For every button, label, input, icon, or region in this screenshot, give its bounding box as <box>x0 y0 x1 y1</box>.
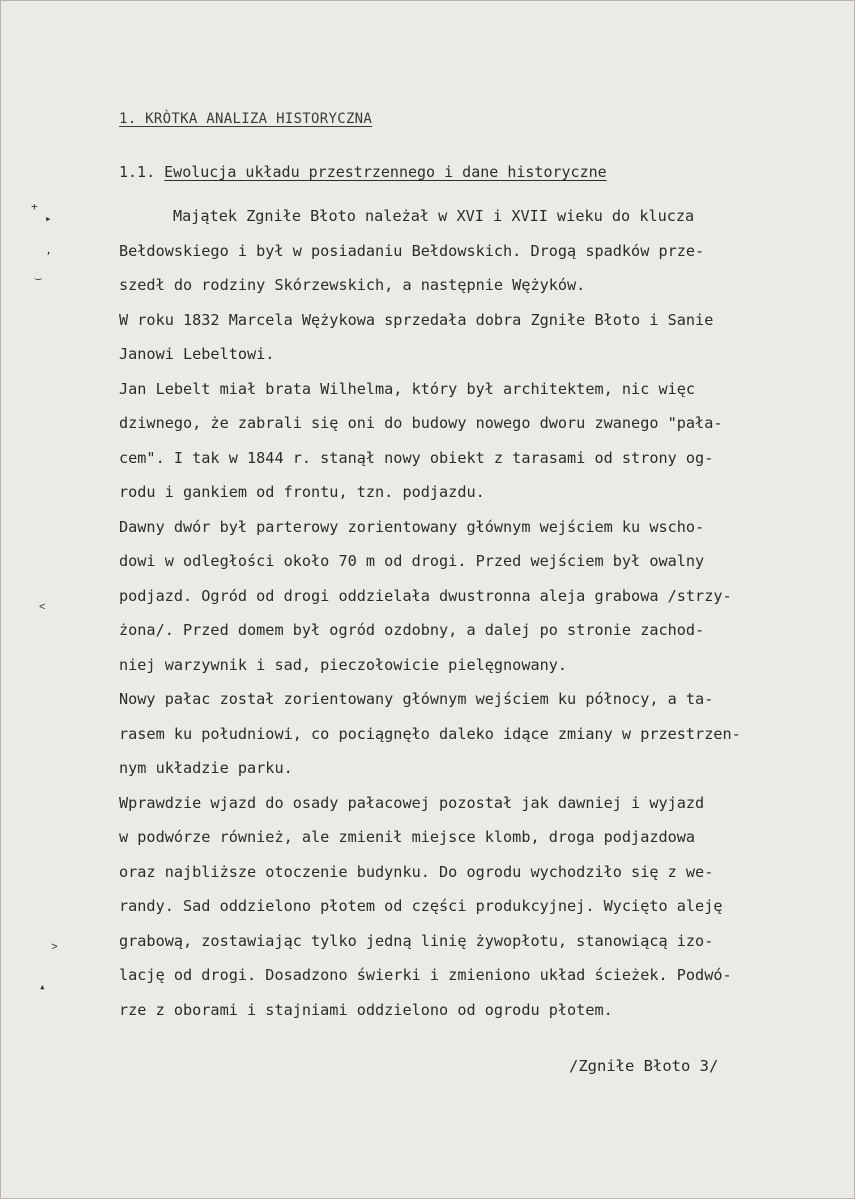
text-line: w podwórze również, ale zmienił miejsce klomb, droga podjazdowa <box>119 828 696 846</box>
text-line: cem". I tak w 1844 r. stanął nowy obiekt z tarasami od strony og- <box>119 448 714 467</box>
text-line: nym układzie parku. <box>119 759 293 777</box>
margin-mark: ˃ <box>51 940 58 953</box>
text-line: Jan Lebelt miał brata Wilhelma, który był architektem, nic więc <box>119 379 696 398</box>
text-line: Bełdowskiego i był w posiadaniu Bełdowskich. Drogą spadków prze- <box>119 241 705 260</box>
body-text <box>119 203 819 1031</box>
text-line: lację od drogi. Dosadzono świerki i zmieniono układ ścieżek. Podwó- <box>119 966 732 984</box>
subsection-number: 1.1. <box>119 163 156 181</box>
margin-mark: ▴ <box>39 980 46 993</box>
text-line: szedł do rodziny Skórzewskich, a następnie Wężyków. <box>119 276 586 294</box>
subsection-title: Ewolucja układu przestrzennego i dane historyczne <box>164 163 607 181</box>
margin-mark: + <box>31 200 38 213</box>
text-line: rze z oborami i stajniami oddzielono od ogrodu płotem. <box>119 1000 613 1019</box>
text-line: niej warzywnik i sad, pieczołowicie pielęgnowany. <box>119 655 568 674</box>
section-heading: 1. KRÒTKA ANALIZA HISTORYCZNA <box>119 111 373 127</box>
text-line: Wprawdzie wjazd do osady pałacowej pozostał jak dawniej i wyjazd <box>119 793 705 812</box>
margin-mark: ▸ <box>45 212 52 225</box>
text-line: oraz najbliższe otoczenie budynku. Do ogrodu wychodziło się z we- <box>119 862 714 881</box>
margin-mark: ʼ <box>45 250 52 263</box>
text-line: podjazd. Ogród od drogi oddzielała dwustronna aleja grabowa /strzy- <box>119 586 732 605</box>
text-line: randy. Sad oddzielono płotem od części produkcyjnej. Wycięto aleję <box>119 897 723 915</box>
margin-mark: ‿ <box>35 268 42 281</box>
text-line: Dawny dwór był parterowy zorientowany głównym wejściem ku wscho- <box>119 517 705 536</box>
text-line: Majątek Zgniłe Błoto należał w XVI i XVII wieku do klucza <box>173 207 695 225</box>
subsection-heading <box>119 163 607 181</box>
text-line: dziwnego, że zabrali się oni do budowy nowego dworu zwanego "pała- <box>119 414 723 432</box>
text-line: dowi w odległości około 70 m od drogi. Przed wejściem był owalny <box>119 552 705 570</box>
text-line: żona/. Przed domem był ogród ozdobny, a dalej po stronie zachod- <box>119 621 705 639</box>
text-line: Janowi Lebeltowi. <box>119 345 275 363</box>
text-line: rasem ku południowi, co pociągnęło daleko idące zmiany w przestrzen- <box>119 724 741 743</box>
text-line: grabową, zostawiając tylko jedną linię żywopłotu, stanowiącą izo- <box>119 931 714 950</box>
page-footer: /Zgniłe Błoto 3/ <box>569 1057 719 1075</box>
text-line: Nowy pałac został zorientowany głównym wejściem ku północy, a ta- <box>119 690 714 708</box>
margin-mark: ˂ <box>39 600 46 613</box>
text-line: rodu i gankiem od frontu, tzn. podjazdu. <box>119 483 485 501</box>
text-line: W roku 1832 Marcela Wężykowa sprzedała dobra Zgniłe Błoto i Sanie <box>119 310 714 329</box>
